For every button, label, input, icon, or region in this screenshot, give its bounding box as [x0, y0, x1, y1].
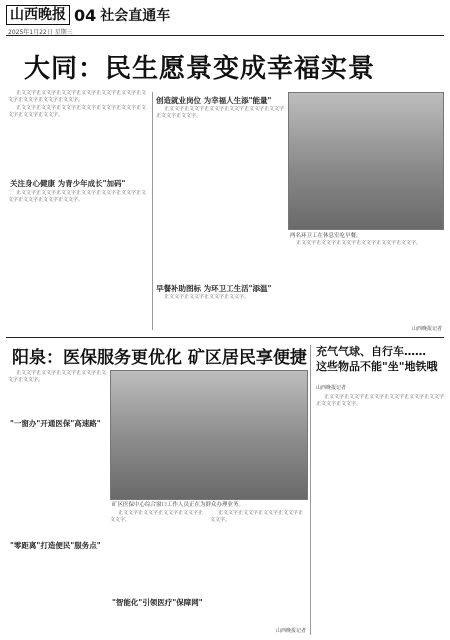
story2-photo — [110, 370, 308, 500]
newspaper-logo: 山西晚报 — [6, 5, 70, 25]
col-divider — [152, 92, 153, 330]
story1-col2: 正文文字正文文字正文文字正文文字正文文字正文文字正文文字正文文字。 — [156, 106, 284, 119]
story1-byline: 山西晚报记者 — [411, 326, 442, 332]
story2-subhead-a: "一窗办"开通医保"高速路" — [10, 419, 101, 428]
story1-subhead-c: 早餐补助图标 为环卫工生活"添温" — [156, 284, 272, 293]
story3-byline: 山西晚报记者 — [316, 385, 347, 391]
story2-subhead-c: "智能化"引领医疗"保障网" — [112, 598, 203, 607]
story1-subhead-b: 创造就业岗位 为幸福人生添"能量" — [156, 96, 272, 105]
dateline: 2025年1月22日 星期三 — [8, 29, 73, 36]
section-name: 社会直通车 — [100, 8, 171, 24]
masthead-rule — [6, 35, 444, 36]
story2-col3: 正文文字正文文字正文文字正文文字正文文字。 — [210, 510, 304, 523]
story2-photo-caption: 矿区医保中心综合窗口工作人员正在为群众办理业务。 — [112, 502, 245, 508]
story2-col1: 正文文字正文文字正文文字正文文字正文文字正文文字。 — [8, 370, 106, 383]
masthead — [6, 4, 444, 26]
story1-col3: 正文文字正文文字正文文字正文文字正文文字正文文字。 — [296, 240, 422, 246]
story2-title: 阳泉：医保服务更优化 矿区居民享便捷 — [12, 348, 307, 368]
story1-col1b: 正文文字正文文字正文文字正文文字正文文字正文文字正文文字正文文字正文文字正文文字。 — [8, 190, 147, 203]
section-rule — [6, 337, 444, 338]
story1-subhead-a: 关注身心健康 为青少年成长"加码" — [10, 179, 126, 188]
story3-title-line2: 这些物品不能"坐"地铁哦 — [316, 360, 438, 373]
story1-photo — [288, 92, 444, 230]
story3-title-line1: 充气气球、自行车…… — [316, 345, 426, 358]
page-number: 04 — [74, 5, 97, 25]
story2-subhead-b: "零距离"打造便民"服务点" — [10, 541, 101, 550]
story3-divider — [310, 345, 311, 635]
story1-title: 大同：民生愿景变成幸福实景 — [24, 54, 376, 84]
story1-col2b: 正文文字正文文字正文文字正文文字。 — [164, 294, 250, 300]
story1-col1: 正文文字正文文字正文文字正文文字正文文字正文文字正文文字正文文字正文文字正文文字。 正文文字正文文字正文文字正文文字正文文字正文文字正文文字正文文字正文文字。 — [8, 90, 147, 118]
story2-byline: 山西晚报记者 — [275, 628, 306, 634]
story1-photo-caption: 两名环卫工在休息室吃早餐。 — [290, 233, 362, 239]
story3-col: 正文文字正文文字正文文字正文文字正文文字正文文字正文文字正文文字。 — [316, 394, 444, 407]
story2-col2: 正文文字正文文字正文文字正文文字正文文字。 — [110, 510, 204, 523]
